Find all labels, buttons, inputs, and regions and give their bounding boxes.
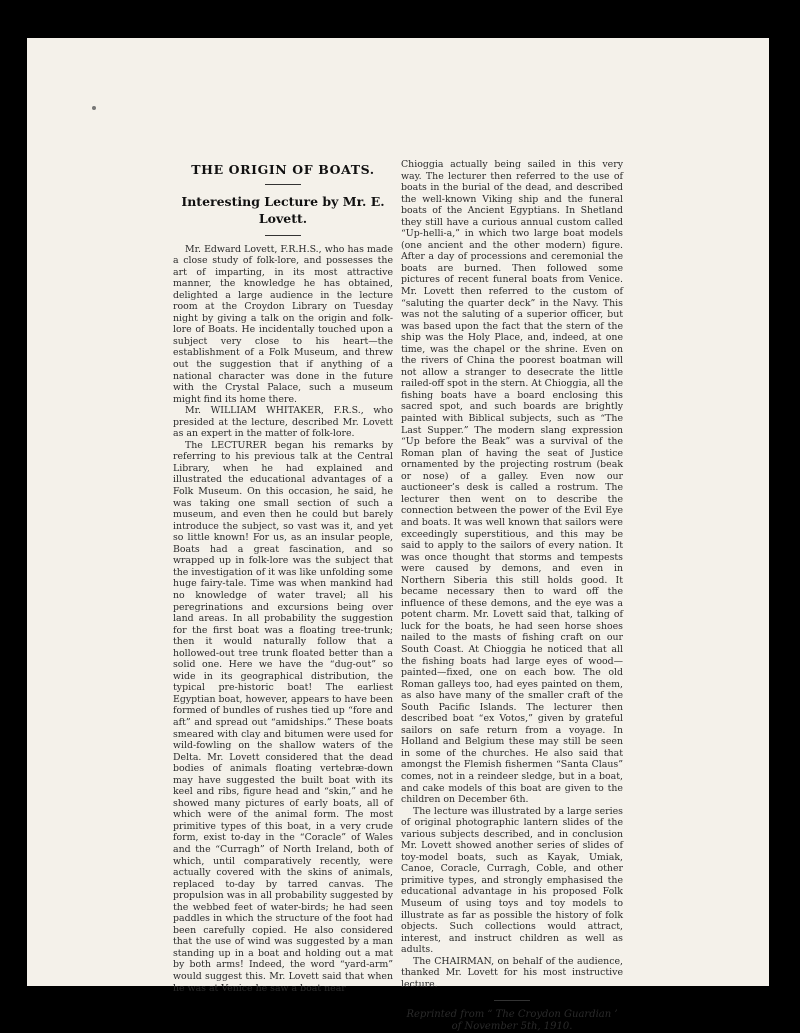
- reprint-note: [401, 1009, 623, 1033]
- closing-rule: [494, 1000, 530, 1001]
- subtitle-rule: [265, 235, 301, 236]
- paragraph: Mr. Edward Lovett, F.R.H.S., who has made a close study of folk-lore, and possesses the art of imparting, in its most attractive manner, the knowledge he has obtained, delighted a large audience in the lecture room at the Croydon Library on Tuesday night by giving a talk on the origin and folk-lore of Boats. He incidentally touched upon a subject very close to his heart—the establishment of a Folk Museum, and threw out the suggestion that if anything of a national character was done in the future with the Crystal Palace, such a museum might find its home there.: [173, 243, 393, 405]
- article-title: THE ORIGIN OF BOATS.: [191, 162, 375, 177]
- right-column: [401, 159, 623, 1033]
- reprint-line-2: of November 5th, 1910.: [451, 1021, 573, 1033]
- reprint-line-1: Reprinted from “ The Croydon Guardian ’: [406, 1009, 618, 1021]
- paragraph: The CHAIRMAN, on behalf of the audience, thanked Mr. Lovett for his most instructive lecture.: [401, 955, 623, 990]
- title-rule: [265, 184, 301, 185]
- left-column: [173, 160, 393, 994]
- article-subtitle: Interesting Lecture by Mr. E. Lovett.: [181, 193, 385, 226]
- paper-speck: [92, 106, 96, 110]
- paragraph: The LECTURER began his remarks by referring to his previous talk at the Central Library, when he had explained and illustrated the educational advantages of a Folk Museum. On this occasion, he said, he was taking one small section of such a museum, and even then he could but barely introduce the subject, so vast was it, and yet so little known! For us, as an insular people, Boats had a great fascination, and so wrapped up in folk-lore was the subject that the investigation of it was like unfolding some huge fairy-tale. Time was when mankind had no knowledge of water travel; all his peregrinations and excursions being over land areas. In all probability the suggestion for the first boat was a floating tree-trunk; then it would naturally follow that a hollowed-out tree trunk floated better than a solid one. Here we have the “dug-out” so wide in its geographical distribution, the typical pre-historic boat! The earliest Egyptian boat, however, appears to have been formed of bundles of rushes tied up “fore and aft” and spread out “amidships.” These boats smeared with clay and bitumen were used for wild-fowling on the shallow waters of the Delta. Mr. Lovett considered that the dead bodies of animals floating vertebræ-down may have suggested the built boat with its keel and ribs, figure head and “skin,” and he showed many pictures of early boats, all of which were of the animal form. The most primitive types of this boat, in a very crude form, exist to-day in the “Coracle” of Wales and the “Curragh” of North Ireland, both of which, until comparatively recently, were actually covered with the skins of animals, replaced to-day by tarred canvas. The propulsion was in all probability suggested by the webbed feet of water-birds; he had seen paddles in which the structure of the foot had been carefully copied. He also considered that the use of wind was suggested by a man standing up in a boat and holding out a mat by both arms! Indeed, the word “yard-arm” would suggest this. Mr. Lovett said that when he was at Venice he saw a boat near: [173, 439, 393, 994]
- paragraph: The lecture was illustrated by a large series of original photographic lantern slides of the various subjects described, and in conclusion Mr. Lovett showed another series of slides of toy-model boats, such as Kayak, Umiak, Canoe, Coracle, Curragh, Coble, and other primitive types, and strongly emphasised the educational advantage in his proposed Folk Museum of using toys and toy models to illustrate as far as possible the history of folk objects. Such collections would attract, interest, and instruct children as well as adults.: [401, 805, 623, 956]
- paragraph: Mr. WILLIAM WHITAKER, F.R.S., who presided at the lecture, described Mr. Lovett as an expert in the matter of folk-lore.: [173, 405, 393, 440]
- document-page: [27, 38, 769, 1033]
- paragraph: Chioggia actually being sailed in this very way. The lecturer then referred to the use of boats in the burial of the dead, and described the well-known Viking ship and the funeral boats of the Ancient Egyptians. In Shetland they still have a curious annual custom called “Up-helli-a,” in which two large boat models (one ancient and the other modern) figure. After a day of processions and ceremonial the boats are burned. Then followed some pictures of recent funeral boats from Venice. Mr. Lovett then referred to the custom of “saluting the quarter deck” in the Navy. This was not the saluting of a superior officer, but was based upon the fact that the stern of the ship was the Holy Place, and, indeed, at one time, was the chapel or the shrine. Even on the rivers of China the poorest boatman will not allow a stranger to desecrate the little railed-off spot in the stern. At Chioggia, all the fishing boats have a board enclosing this sacred spot, and such boards are brightly painted with Biblical subjects, such as “The Last Supper.” The modern slang expression “Up before the Beak” was a survival of the Roman plan of having the seat of Justice ornamented by the projecting rostrum (beak or nose) of a galley. Even now our auctioneer’s desk is called a rostrum. The lecturer then went on to describe the connection between the power of the Evil Eye and boats. It was well known that sailors were exceedingly superstitious, and this may be said to apply to the sailors of every nation. It was once thought that storms and tempests were caused by demons, and even in Northern Siberia this still holds good. It became necessary then to ward off the influence of these demons, and the eye was a potent charm. Mr. Lovett said that, talking of luck for the boats, he had seen horse shoes nailed to the masts of fishing craft on our South Coast. At Chioggia he noticed that all the fishing boats had large eyes of wood—painted—fixed, one on each bow. The old Roman galleys too, had eyes painted on them, as also have many of the smaller craft of the South Pacific Islands. The lecturer then described boat “ex Votos,” given by grateful sailors on safe return from a voyage. In Holland and Belgium these may still be seen in some of the churches. He also said that amongst the Flemish fishermen “Santa Claus” comes, not in a reindeer sledge, but in a boat, and cake models of this boat are given to the children on December 6th.: [401, 159, 623, 806]
